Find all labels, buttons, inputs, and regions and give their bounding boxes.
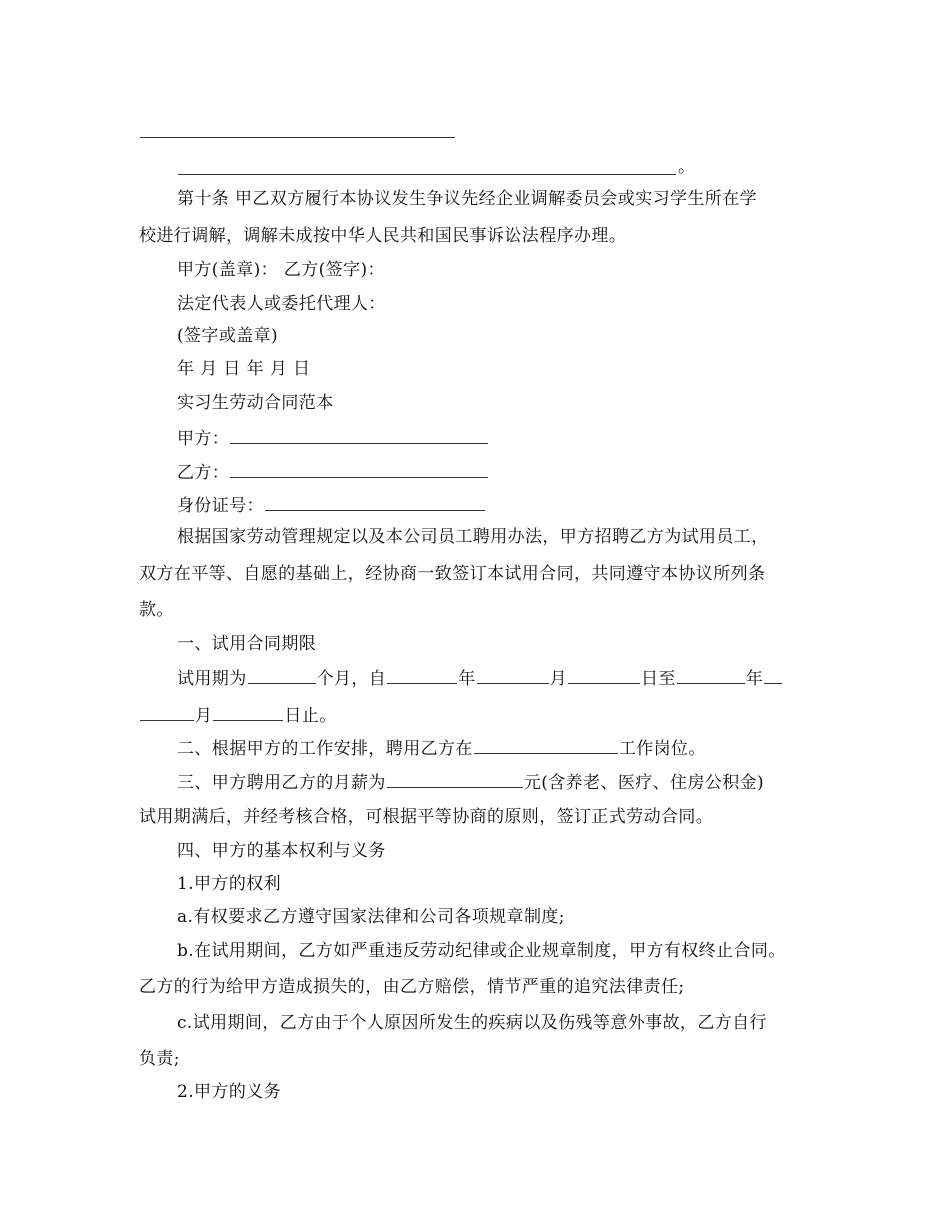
- preamble-line-3: [139, 599, 174, 621]
- text-fragment: 年: [745, 669, 764, 689]
- text-fragment: 月: [549, 669, 568, 689]
- fill-in-blank: [140, 703, 194, 721]
- date-line: [177, 358, 310, 380]
- text-fragment: 月: [195, 706, 213, 726]
- paragraph-text: a.有权要求乙方遵守国家法律和公司各项规章制度;: [177, 907, 565, 927]
- paragraph-text: 1.甲方的权利: [177, 874, 282, 894]
- right-c-line-1: [177, 1012, 767, 1034]
- right-c-line-2: [139, 1048, 180, 1070]
- fill-in-blank: [764, 666, 782, 684]
- section-4-heading: [177, 840, 386, 862]
- article-10-line-1: [177, 188, 757, 210]
- fill-in-blank: [677, 666, 745, 684]
- paragraph-text: 双方在平等、自愿的基础上，经协商一致签订本试用合同，共同遵守本协议所列条: [139, 564, 766, 584]
- field-label: 乙方：: [177, 463, 230, 483]
- probation-period-line-2: [139, 703, 337, 727]
- text-fragment: 工作岗位。: [618, 739, 706, 759]
- section-3-line-2: [139, 806, 713, 828]
- right-b-line-2: [139, 976, 685, 998]
- text-fragment: 三、甲方聘用乙方的月薪为: [177, 773, 386, 793]
- text-fragment: 二、根据甲方的工作安排，聘用乙方在: [177, 739, 473, 759]
- fill-in-blank: [230, 426, 488, 444]
- paragraph-text: b.在试用期间，乙方如严重违反劳动纪律或企业规章制度，甲方有权终止合同。: [177, 941, 786, 961]
- field-label: 甲方：: [177, 429, 230, 449]
- paragraph-text: 一、试用合同期限: [177, 634, 317, 654]
- section-1-heading: [177, 633, 316, 655]
- fill-in-blank: [248, 666, 316, 684]
- legal-representative-line: [177, 293, 386, 315]
- paragraph-text: 第十条 甲乙双方履行本协议发生争议先经企业调解委员会或实习学生所在学: [177, 189, 758, 209]
- fill-in-blank: [265, 493, 485, 511]
- fill-in-blank: [387, 770, 523, 788]
- probation-period-line-1: [177, 666, 783, 690]
- paragraph-text: 款。: [139, 600, 174, 620]
- fill-in-blank: [474, 736, 618, 754]
- paragraph-text: 2.甲方的义务: [177, 1082, 282, 1102]
- fill-in-blank: [230, 460, 488, 478]
- contract-title: [177, 392, 334, 414]
- right-a-line: [177, 906, 565, 928]
- fill-in-blank: [387, 666, 457, 684]
- right-b-line-1: [177, 940, 786, 962]
- paragraph-text: 试用期满后，并经考核合格，可根据平等协商的原则，签订正式劳动合同。: [139, 807, 714, 827]
- section-3-line-1: [177, 770, 764, 794]
- paragraph-text: 年 月 日 年 月 日: [177, 359, 311, 379]
- text-fragment: 元(含养老、医疗、住房公积金): [523, 773, 765, 793]
- fill-in-line: [178, 174, 676, 175]
- party-a-obligations-heading: [177, 1081, 281, 1103]
- text-fragment: 日至: [641, 669, 676, 689]
- article-10-line-2: [139, 225, 626, 247]
- paragraph-text: 根据国家劳动管理规定以及本公司员工聘用办法，甲方招聘乙方为试用员工，: [177, 527, 769, 547]
- party-a-field: [177, 426, 489, 450]
- fill-in-line: [140, 137, 455, 138]
- text-fragment: 试用期为: [177, 669, 247, 689]
- paragraph-text: 实习生劳动合同范本: [177, 393, 334, 413]
- fill-in-blank: [477, 666, 549, 684]
- text-fragment: 日止。: [284, 706, 337, 726]
- party-a-rights-heading: [177, 873, 281, 895]
- id-number-field: [177, 493, 486, 517]
- preamble-line-1: [177, 526, 769, 548]
- fill-in-blank: [213, 703, 283, 721]
- paragraph-text: 四、甲方的基本权利与义务: [177, 841, 386, 861]
- field-label: 身份证号：: [177, 496, 264, 516]
- text-fragment: 年: [458, 669, 476, 689]
- preamble-line-2: [139, 563, 765, 585]
- signature-parties-line: [177, 259, 385, 281]
- paragraph-text: 负责;: [139, 1049, 180, 1069]
- paragraph-text: c.试用期间，乙方由于个人原因所发生的疾病以及伤残等意外事故，乙方自行: [177, 1013, 767, 1033]
- paragraph-text: 乙方的行为给甲方造成损失的，由乙方赔偿，情节严重的追究法律责任;: [139, 977, 685, 997]
- section-2-line: [177, 736, 706, 760]
- paragraph-text: (签字或盖章): [177, 326, 279, 346]
- sentence-end-mark: 。: [678, 157, 695, 177]
- paragraph-text: 校进行调解，调解未成按中华人民共和国民事诉讼法程序办理。: [139, 226, 627, 246]
- text-fragment: 个月，自: [316, 669, 387, 689]
- fill-in-blank: [568, 666, 640, 684]
- party-b-field: [177, 460, 489, 484]
- sign-or-seal-line: [177, 325, 278, 347]
- paragraph-text: 法定代表人或委托代理人：: [177, 294, 386, 314]
- paragraph-text: 甲方(盖章)： 乙方(签字)：: [177, 260, 385, 280]
